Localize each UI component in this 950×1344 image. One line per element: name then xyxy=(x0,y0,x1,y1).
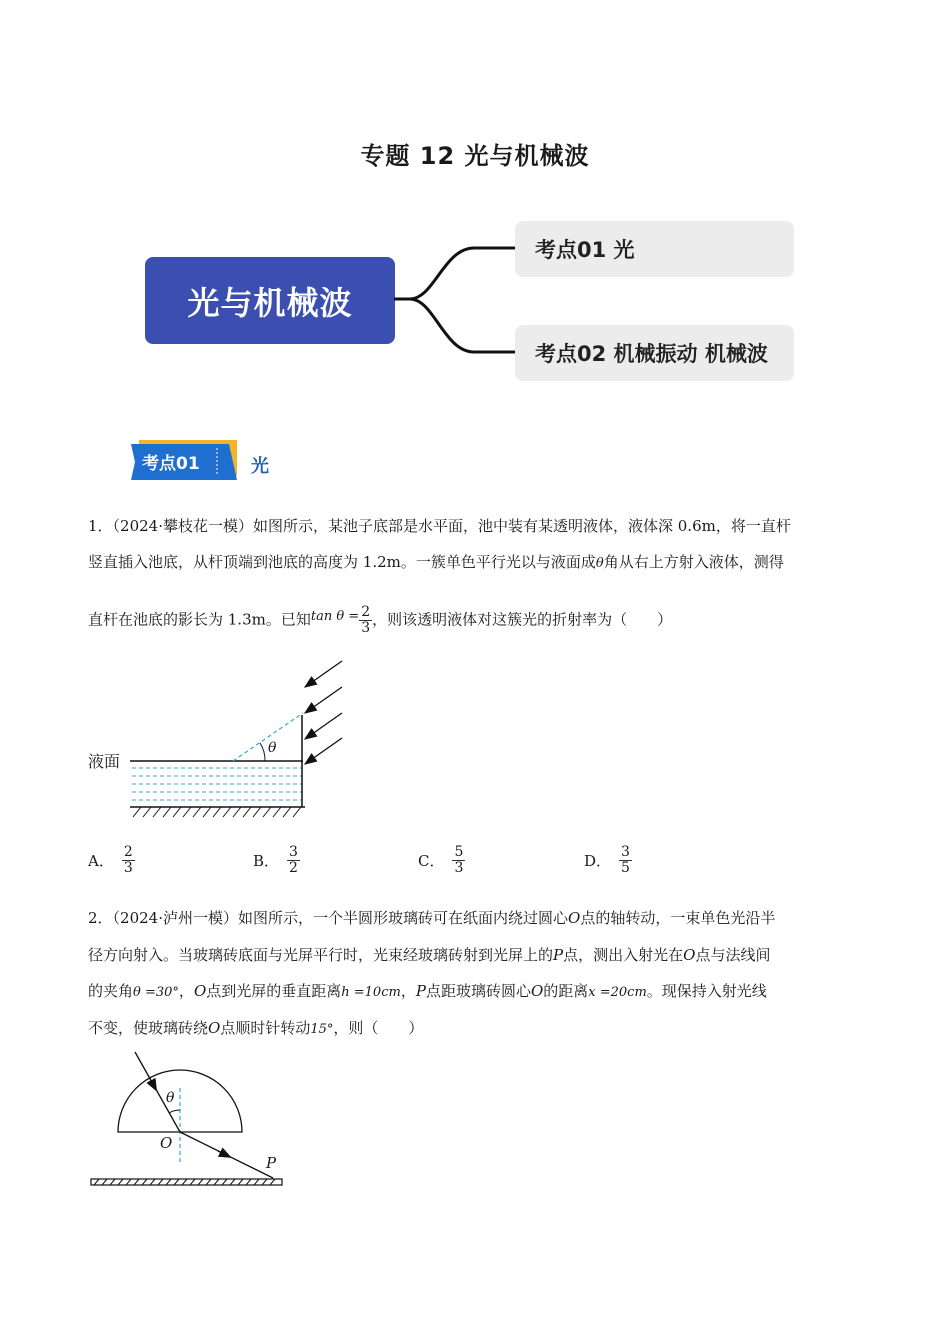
q2-figure-theta: θ xyxy=(166,1090,175,1106)
q1-figure xyxy=(125,655,355,825)
tan-fraction: $\frac{2}{3}$ xyxy=(361,604,371,636)
q1-line-2: 竖直插入池底，从杆顶端到池底的高度为 1.2m。一簇单色平行光以与液面成θ角从右上方射入液体，测得 xyxy=(88,553,784,571)
q2-line-3: 的夹角θ =30°，O点到光屏的垂直距离h =10cm，P点距玻璃砖圆心O的距离x =20cm。现保持入射光线 xyxy=(88,982,767,1000)
mindmap-branch-2: 考点02 机械振动 机械波 xyxy=(515,325,794,381)
page-title: 专题 12 光与机械波 xyxy=(360,142,590,170)
section-name: 光 xyxy=(251,456,269,477)
section-badge-label: 考点01 xyxy=(142,454,200,474)
q1-line-3: 直杆在池底的影长为 1.3m。已知tan θ = $\frac{2}{3}$ ，则该透明液体对这簇光的折射率为（ ） xyxy=(88,604,673,636)
option-a: A． $\frac{2}{3}$ xyxy=(88,844,133,876)
mindmap-connectors xyxy=(394,240,519,365)
mindmap-center-node: 光与机械波 xyxy=(145,257,395,344)
option-c: C． $\frac{5}{3}$ xyxy=(418,844,464,876)
option-d: D． $\frac{3}{5}$ xyxy=(584,844,630,876)
q1-figure-theta: θ xyxy=(268,740,277,756)
q2-line-4: 不变，使玻璃砖绕O点顺时针转动15°，则（ ） xyxy=(88,1019,424,1037)
mindmap-branch-1: 考点01 光 xyxy=(515,221,794,277)
q2-figure-O: O xyxy=(160,1134,173,1152)
q1-line-1: 1．（2024·攀枝花一模）如图所示，某池子底部是水平面，池中装有某透明液体，液体深 0.6m，将一直杆 xyxy=(88,517,791,535)
q2-line-2: 径方向射入。当玻璃砖底面与光屏平行时，光束经玻璃砖射到光屏上的P点，测出入射光在O点与法线间 xyxy=(88,946,771,964)
q2-figure xyxy=(88,1050,288,1190)
option-b: B． $\frac{3}{2}$ xyxy=(253,844,298,876)
q1-figure-label: 液面 xyxy=(88,752,121,771)
q2-figure-P: P xyxy=(266,1154,277,1172)
q2-line-1: 2．（2024·泸州一模）如图所示，一个半圆形玻璃砖可在纸面内绕过圆心O点的轴转动，一束单色光沿半 xyxy=(88,909,776,927)
